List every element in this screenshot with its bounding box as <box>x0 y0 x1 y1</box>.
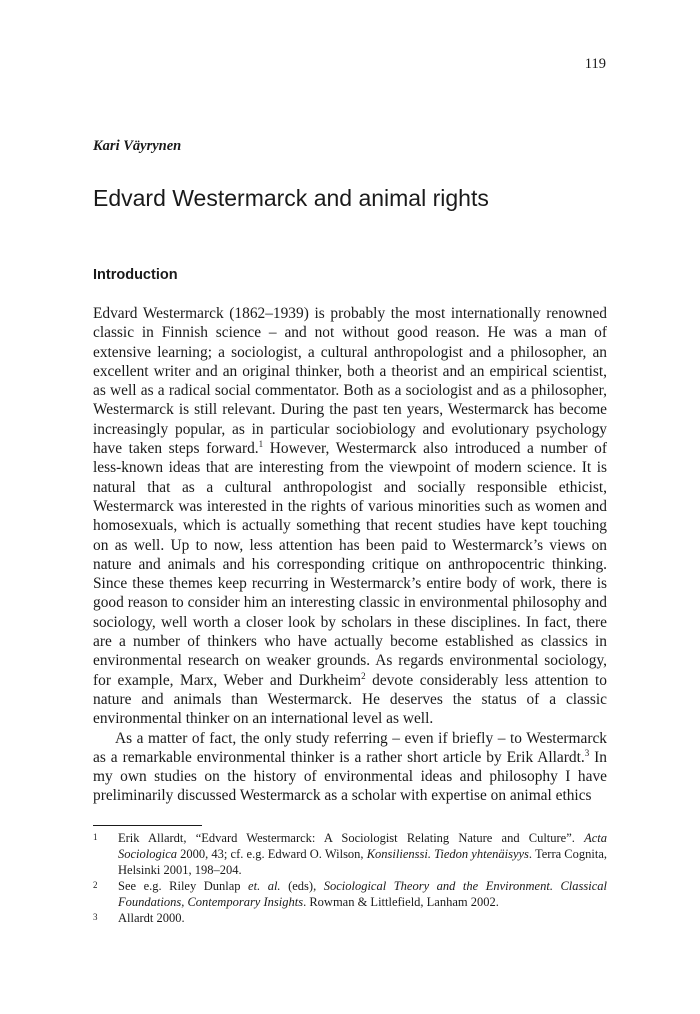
footnote-ref[interactable]: 2 <box>361 670 366 681</box>
page-number: 119 <box>584 56 606 72</box>
paragraph <box>93 729 607 806</box>
footnote-italic: Sociological Theory and the Environment. Classical Foundations, Contemporary Insights <box>118 879 607 909</box>
footnote-text: . Terra Cognita, Helsinki 2001, 198–204. <box>118 847 608 877</box>
section-heading: Introduction <box>93 267 178 283</box>
footnote-number: 3 <box>93 912 98 922</box>
text-run: As a matter of fact, the only study referring – even if briefly – to Westermarck as a remarkable environmental thinker is a rather short article by Erik Allardt. <box>93 729 607 766</box>
article-title: Edvard Westermarck and animal rights <box>93 185 489 211</box>
paragraph <box>93 304 607 729</box>
footnote-text: Erik Allardt, “Edvard Westermarck: A Sociologist Relating Nature and Culture”. <box>118 831 585 845</box>
footnote-ref[interactable]: 1 <box>258 439 264 450</box>
footnote-italic: et. al. <box>248 879 281 893</box>
text-run: devote considerably less attention to nature and animals than Westermarck. He deserves the status of a classic environmental thinker on an international level as well. <box>93 671 607 728</box>
footnote <box>93 830 607 878</box>
footnote <box>93 910 607 926</box>
footnote-number: 2 <box>93 880 98 890</box>
text-run: However, Westermarck also introduced a number of less-known ideas that are interesting from the viewpoint of modern science. It is natural that as a cultural anthropologist and socially responsible ethicist, Westermarck was interested in the rights of various minorities such as women and homosexuals, which is actually something that recent studies have kept touching on as well. Up to now, less attention has been paid to Westermarck’s views on nature and animals and his corresponding critique on anthropocentric thinking. Since these themes keep recurring in Westermarck’s entire body of work, there is good reason to consider him an interesting classic in environmental philosophy and sociology, well worth a closer look by scholars in these disciplines. In fact, there are a number of thinkers who have actually become established as classics in environmental research on weaker grounds. As regards environmental sociology, for example, Marx, Weber and Durkheim <box>93 440 607 689</box>
footnote-text: 2000, 43; cf. e.g. Edward O. Wilson, <box>177 847 367 861</box>
body-text <box>93 304 607 806</box>
author-name: Kari Väyrynen <box>93 138 182 154</box>
footnote-text: Allardt 2000. <box>118 911 185 925</box>
footnote-text: (eds), <box>280 879 324 893</box>
footnote-separator <box>93 825 202 826</box>
footnote-text: See e.g. Riley Dunlap <box>118 879 249 893</box>
footnotes <box>93 830 607 926</box>
footnote-italic: Acta Sociologica <box>118 831 607 861</box>
footnote-ref[interactable]: 3 <box>584 747 590 758</box>
text-run: In my own studies on the history of environmental ideas and philosophy I have preliminarily discussed Westermarck as a scholar with expertise on animal ethics <box>93 748 607 805</box>
text-run: Edvard Westermarck (1862–1939) is probably the most internationally renowned classic in Finnish science – and not without good reason. He was a man of extensive learning; a sociologist, a cultural anthropologist and a philosopher, an excellent writer and an original thinker, both a theorist and an empirical scientist, as well as a radical social commentator. Both as a sociologist and as a philosopher, Westermarck is still relevant. During the past ten years, Westermarck has become increasingly popular, as in particular sociobiology and evolutionary psychology have taken steps forward. <box>93 305 607 458</box>
footnote-number: 1 <box>93 832 98 842</box>
footnote-italic: Konsilienssi. Tiedon yhtenäisyys <box>366 847 529 861</box>
footnote <box>93 878 607 910</box>
footnote-text: . Rowman & Littlefield, Lanham 2002. <box>303 895 499 909</box>
